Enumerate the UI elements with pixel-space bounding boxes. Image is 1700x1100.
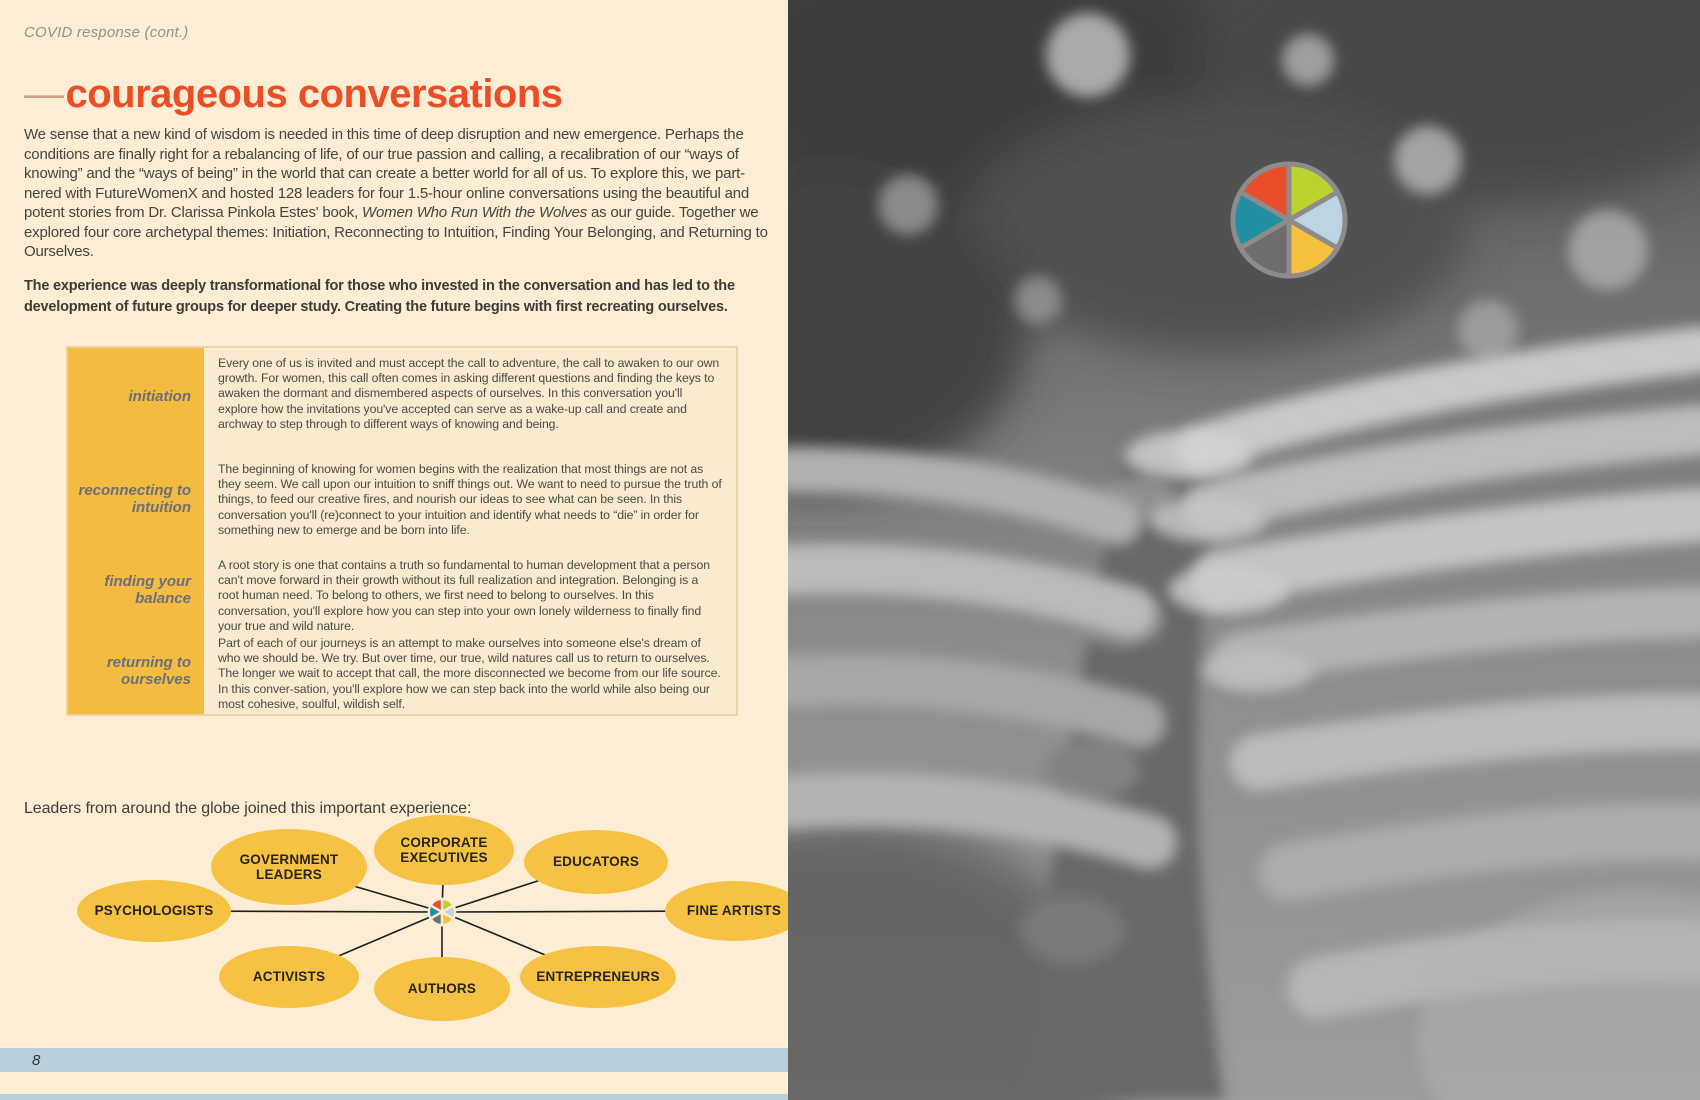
theme-description-initiation: Every one of us is invited and must accept the call to adventure, the call to awaken to our own growth. For women, this call often comes in asking different questions and finding the keys to awaken the dormant and dismembered aspects of ourselves. In this conversation you'll explore how the invitations you've accepted can serve as a wake-up call and create and archway to step through to different ways of knowing and being. — [218, 355, 720, 432]
theme-label-reconnecting: reconnecting to intuition — [78, 481, 191, 516]
network-node-educators: EDUCATORS — [524, 830, 668, 894]
intro-text-pre: We sense that a new kind of wisdom is needed in this time of deep disruption and new emergence. Perhaps the conditions are finally right for a rebalancing of life, of our true passion and calling, a recalibration of our “ways of knowing” and the “ways of being” in the world that can create a better world for all of us. To explore this, we part-nered with FutureWomenX and hosted 128 leaders for four 1.5-hour online conversations using the beautiful and potent stories from Dr. Clarissa Pinkola Estes' book, — [24, 126, 750, 221]
title-text: courageous conversations — [65, 72, 563, 116]
theme-label-returning: returning to ourselves — [106, 653, 191, 688]
left-page-content — [0, 0, 782, 1037]
themes-text-column — [204, 348, 736, 714]
leaders-network-diagram — [24, 822, 784, 1037]
theme-label-finding: finding your balance — [104, 572, 191, 607]
network-node-fine-artists: FINE ARTISTS — [665, 881, 803, 941]
section-eyebrow: COVID response (cont.) — [24, 24, 189, 41]
intro-text-post: as our guide. Together we explored four core archetypal themes: Initiation, Reconnecting to Intuition, Finding Your Belonging, and Returning to Ourselves. — [24, 204, 768, 260]
six-segment-pie-logo-icon — [1233, 164, 1345, 276]
network-node-psychologists: PSYCHOLOGISTS — [77, 880, 231, 942]
left-page — [0, 0, 788, 1100]
page-number: 8 — [32, 1051, 41, 1069]
network-node-activists: ACTIVISTS — [219, 946, 359, 1008]
network-node-government-leaders: GOVERNMENT LEADERS — [211, 829, 367, 905]
emphasis-paragraph: The experience was deeply transformational for those who invested in the conversation and has led to the development of future groups for deeper study. Creating the future begins with first recreating ourselves. — [24, 277, 735, 315]
network-node-corporate-executives: CORPORATE EXECUTIVES — [374, 815, 514, 885]
theme-label-initiation: initiation — [128, 388, 191, 405]
network-heading: Leaders from around the globe joined this important experience: — [24, 799, 472, 817]
pie-hub-icon — [429, 898, 455, 924]
page-title — [24, 71, 769, 117]
network-node-authors: AUTHORS — [374, 957, 510, 1021]
title-dash: — — [24, 72, 64, 116]
network-node-entrepreneurs: ENTREPRENEURS — [520, 946, 676, 1008]
book-title: Women Who Run With the Wolves — [362, 204, 588, 221]
theme-description-returning: Part of each of our journeys is an attempt to make ourselves into someone else's dream of who we should be. We try. But over time, our true, wild natures call us to return to ourselves. The longer we wait to accept that call, the more disconnected we become from our life source. In this conver-sation, you'll explore how we can step back into the world while also being our most cohesive, soulful, wildish self. — [218, 635, 721, 712]
theme-description-reconnecting: The beginning of knowing for women begins with the realization that most things are not as they seem. We call upon our intuition to sniff things out. We want to need to pursue the truth of things, to feed our creative fires, and nourish our ideas to see what can be seen. In this conversation you'll (re)connect to your intuition and identify what needs to “die” in order for something new to emerge and be born into life. — [218, 461, 722, 538]
footer-accent-strip — [0, 1094, 788, 1100]
themes-table — [66, 346, 738, 716]
theme-description-finding: A root story is one that contains a truth so fundamental to human development that a person can't move forward in their growth without its full realization and integration. Belonging is a root human need. To belong to others, we first need to belong to ourselves. In this conversation, you'll explore how you can step into your own lonely wilderness to finally find your true and wild nature. — [218, 557, 710, 634]
themes-label-column — [68, 348, 204, 714]
right-page-photo — [788, 0, 1700, 1100]
footer-bar — [0, 1048, 788, 1072]
intro-paragraph — [24, 125, 769, 262]
hands-photo-illustration — [788, 0, 1700, 1100]
